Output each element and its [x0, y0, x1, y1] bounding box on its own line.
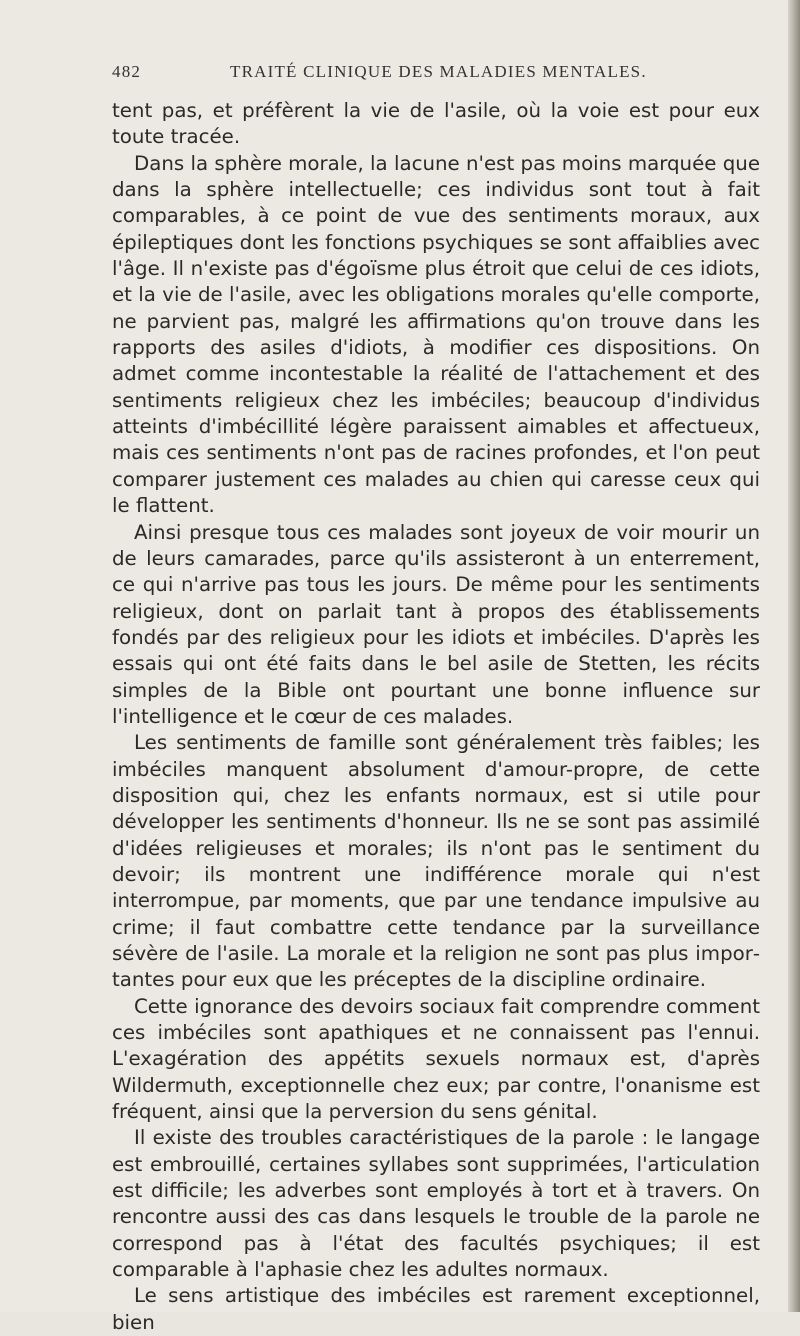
paragraph-continuation: tent pas, et préfèrent la vie de l'asile, où la voie est pour eux toute tracée. — [112, 99, 760, 149]
paragraph-speech-troubles: Il existe des troubles caractéristiques de la parole : le langage est embrouillé, certaines syllabes sont supprimées, l'articulation est difficile; les adverbes sont employés à tort et à travers. On rencontre aussi des cas dans lesquels le trouble de la parole ne correspond pas à l'état des facultés psychiques; il est comparable à l'aphasie chez les adultes normaux. — [112, 1126, 760, 1282]
body-text — [112, 98, 760, 1336]
paragraph-artistic-sense: Le sens artistique des imbéciles est rarement exceptionnel, bien — [112, 1284, 760, 1334]
page-edge — [788, 0, 800, 1312]
paragraph-religious-sentiments: Ainsi presque tous ces malades sont joyeux de voir mourir un de leurs camarades, parce qu'ils assisteront à un enterrement, ce qui n'arrive pas tous les jours. De même pour les sentiments religieux, dont on parlait tant à propos des établissements fondés par des religieux pour les idiots et imbéciles. D'après les essais qui ont été faits dans le bel asile de Stetten, les récits simples de la Bible ont pourtant une bonne influence sur l'intelligence et le cœur de ces malades. — [112, 520, 760, 728]
running-title: TRAITÉ CLINIQUE DES MALADIES MENTALES. — [230, 62, 647, 81]
paragraph-family-sentiments: Les sentiments de famille sont généralement très faibles; les imbéciles manquent absolument d'amour-propre, de cette disposition qui, chez les enfants normaux, est si utile pour développer les sentiments d'honneur. Ils ne se sont pas assimilé d'idées religieuses et morales; ils n'ont pas le sentiment du devoir; ils montrent une indifférence morale qui n'est interrompue, par moments, que par une tendance impulsive au crime; il faut combattre cette tendance par la surveillance sévère de l'asile. La morale et la religion ne sont pas plus importantes pour eux que les préceptes de la discipline ordinaire. — [112, 731, 760, 992]
paragraph-social-duties: Cette ignorance des devoirs sociaux fait comprendre comment ces imbéciles sont apathiques et ne connaissent pas l'ennui. L'exagération des appétits sexuels normaux est, d'après Wildermuth, exceptionnelle chez eux; par contre, l'onanisme est fréquent, ainsi que la perversion du sens génital. — [112, 994, 760, 1124]
paragraph-moral-sphere: Dans la sphère morale, la lacune n'est pas moins marquée que dans la sphère intellectuelle; ces individus sont tout à fait comparables, à ce point de vue des sentiments moraux, aux épileptiques dont les fonctions psychiques se sont affaiblies avec l'âge. Il n'existe pas d'égoïsme plus étroit que celui de ces idiots, et la vie de l'asile, avec les obligations morales qu'elle comporte, ne parvient pas, malgré les affirmations qu'on trouve dans les rapports des asiles d'idiots, à modifier ces dispositions. On admet comme incontestable la réalité de l'attachement et des sentiments religieux chez les imbéciles; beaucoup d'individus atteints d'imbécillité légère paraissent aimables et affectueux, mais ces sentiments n'ont pas de racines profondes, et l'on peut comparer justement ces malades au chien qui caresse ceux qui le flattent. — [112, 151, 760, 518]
page-number: 482 — [112, 62, 142, 81]
running-header — [112, 62, 752, 90]
